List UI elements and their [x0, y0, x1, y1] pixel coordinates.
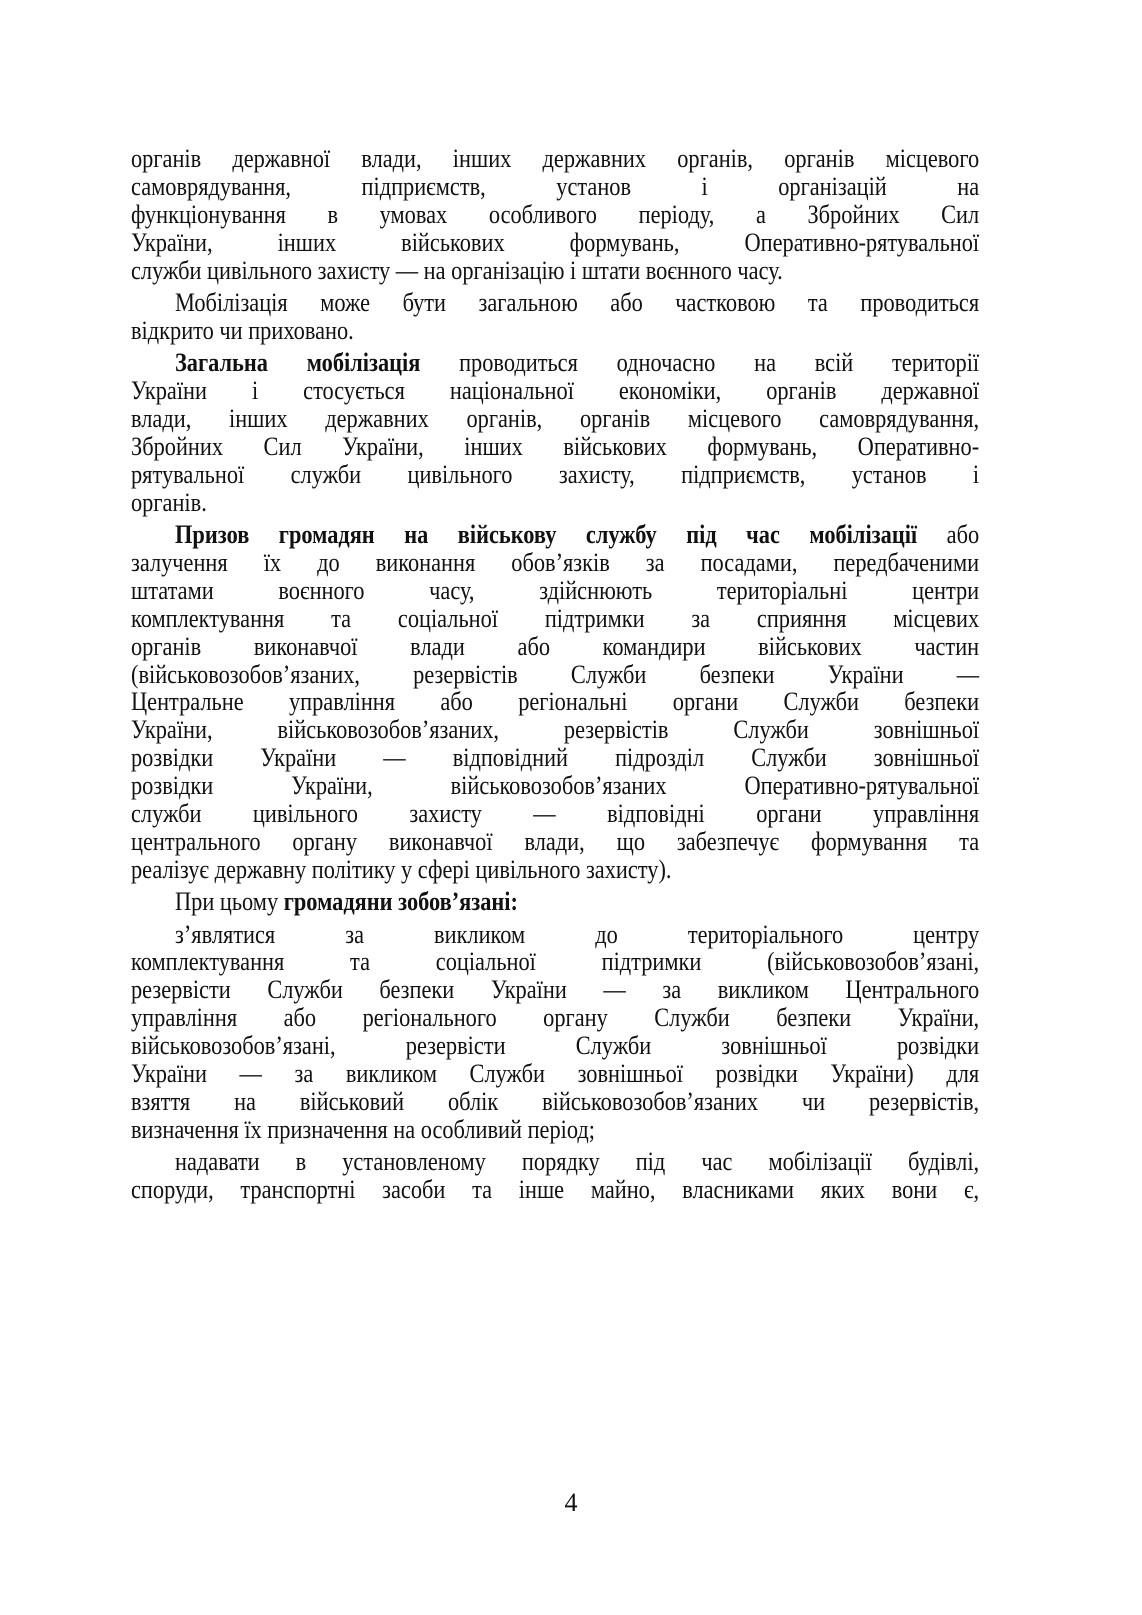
text-line: [131, 828, 979, 856]
line-text: [131, 976, 979, 1004]
line-text: [131, 577, 979, 605]
line-content: проводиться одночасно на всій території: [459, 348, 980, 378]
line-content: Мобілізація може бути загальною або частковою та проводиться: [175, 287, 980, 317]
text-line: [131, 1116, 979, 1144]
line-text: [131, 1004, 979, 1032]
line-content: військовозобов’язані, резервісти Служби зовнішньої розвідки: [131, 1031, 980, 1061]
line-text: [131, 145, 979, 173]
line-text: [131, 201, 979, 229]
line-text: [131, 229, 979, 257]
line-text: [131, 433, 979, 461]
text-line: [131, 349, 979, 377]
line-content: резервісти Служби безпеки України — за викликом Центрального: [131, 975, 980, 1005]
paragraph: [131, 145, 979, 284]
line-text: [131, 856, 979, 884]
line-text: [175, 1148, 979, 1176]
line-text: [175, 888, 979, 916]
text-line: [131, 772, 979, 800]
text-line: [131, 489, 979, 517]
text-line: [131, 948, 979, 976]
line-text: [131, 948, 979, 976]
body-text: [131, 145, 979, 1204]
line-text: [131, 661, 979, 689]
text-line: [131, 1004, 979, 1032]
text-line: [131, 289, 979, 317]
line-text: [131, 1060, 979, 1088]
line-content: України, військовозобов’язаних, резервістів Служби зовнішньої: [131, 715, 980, 745]
text-line: [131, 688, 979, 716]
line-content: служби цивільного захисту — відповідні органи управління: [131, 798, 980, 828]
bold-term: Загальна мобілізація: [175, 348, 421, 378]
line-text: [131, 1116, 979, 1144]
line-content: органів виконавчої влади або командири військових частин: [131, 631, 980, 661]
text-line: [131, 145, 979, 173]
paragraph: [131, 349, 979, 516]
line-text: [131, 405, 979, 433]
line-text: [131, 1032, 979, 1060]
line-text: [131, 716, 979, 744]
line-text: [175, 921, 979, 949]
line-text: [131, 688, 979, 716]
line-text: [131, 633, 979, 661]
text-line: [131, 577, 979, 605]
line-content: (військовозобов’язаних, резервістів Служби безпеки України —: [131, 659, 980, 689]
paragraph: [131, 289, 979, 345]
text-line: [131, 257, 979, 285]
line-content: Центральне управління або регіональні органи Служби безпеки: [131, 687, 980, 717]
text-line: [131, 1060, 979, 1088]
line-content: комплектування та соціальної підтримки за сприяння місцевих: [131, 603, 980, 633]
line-text: [131, 489, 979, 517]
line-text: [131, 549, 979, 577]
text-line: [131, 461, 979, 489]
line-text: [131, 828, 979, 856]
text-line: [131, 1176, 979, 1204]
paragraph: [131, 888, 979, 916]
line-text: [131, 173, 979, 201]
text-line: [131, 229, 979, 257]
line-content: рятувальної служби цивільного захисту, підприємств, установ і: [131, 459, 980, 489]
text-line: [131, 976, 979, 1004]
text-line: [131, 716, 979, 744]
bold-term: Призов громадян на військову службу під час мобілізації: [175, 520, 918, 550]
line-content: України і стосується національної економіки, органів державної: [131, 376, 980, 406]
bold-term: громадяни зобов’язані:: [283, 887, 518, 917]
line-content: реалізує державну політику у сфері цивільного захисту).: [131, 854, 672, 884]
text-line: [131, 433, 979, 461]
text-line: [131, 1088, 979, 1116]
text-line: [131, 800, 979, 828]
text-line: [131, 921, 979, 949]
line-text: [131, 744, 979, 772]
line-content: взяття на військовий облік військовозобов’язаних чи резервістів,: [131, 1086, 980, 1116]
line-content: розвідки України — відповідний підрозділ Служби зовнішньої: [131, 743, 980, 773]
text-line: [131, 744, 979, 772]
line-content: функціонування в умовах особливого періоду, а Збройних Сил: [131, 199, 980, 229]
text-line: [131, 173, 979, 201]
line-content: України — за викликом Служби зовнішньої розвідки України) для: [131, 1059, 980, 1088]
text-line: [131, 1148, 979, 1176]
line-content: служби цивільного захисту — на організацію і штати воєнного часу.: [131, 255, 783, 285]
text-line: [131, 405, 979, 433]
text-line: [131, 549, 979, 577]
line-text: [131, 1088, 979, 1116]
text-line: [131, 605, 979, 633]
line-text: [131, 461, 979, 489]
line-content: органів.: [131, 487, 207, 517]
line-content: надавати в установленому порядку під час мобілізації будівлі,: [175, 1147, 980, 1177]
text-line: [131, 856, 979, 884]
line-text: [131, 772, 979, 800]
line-content: споруди, транспортні засоби та інше майно, власниками яких вони є,: [131, 1175, 980, 1205]
text-line: [131, 377, 979, 405]
line-text: [131, 605, 979, 633]
line-text: [175, 349, 979, 377]
line-content: з’являтися за викликом до територіального центру: [175, 919, 980, 949]
line-content: розвідки України, військовозобов’язаних Оперативно-рятувальної: [131, 771, 980, 801]
page-number: 4: [564, 1488, 578, 1517]
line-content: визначення їх призначення на особливий період;: [131, 1114, 595, 1144]
paragraph: [131, 521, 979, 884]
line-content: органів державної влади, інших державних органів, органів місцевого: [131, 144, 980, 173]
paragraph: [131, 921, 979, 1144]
line-content: влади, інших державних органів, органів місцевого самоврядування,: [131, 404, 980, 434]
line-content: або: [946, 520, 980, 550]
line-content: комплектування та соціальної підтримки (військовозобов’язані,: [131, 947, 980, 977]
line-text: [175, 521, 979, 549]
line-text: [131, 257, 979, 285]
text-line: [131, 661, 979, 689]
line-content: Збройних Сил України, інших військових формувань, Оперативно-: [131, 431, 980, 461]
line-text: [131, 800, 979, 828]
lead-text: При цьому: [175, 887, 284, 917]
line-content: управління або регіонального органу Служби безпеки України,: [131, 1003, 980, 1033]
line-content: штатами воєнного часу, здійснюють територіальні центри: [131, 575, 980, 605]
line-content: України, інших військових формувань, Оперативно-рятувальної: [131, 227, 980, 257]
text-line: [131, 888, 979, 916]
line-content: центрального органу виконавчої влади, що забезпечує формування та: [131, 826, 980, 856]
text-line: [131, 1032, 979, 1060]
line-text: [131, 1176, 979, 1204]
text-line: [131, 521, 979, 549]
line-content: залучення їх до виконання обов’язків за посадами, передбаченими: [131, 547, 980, 577]
text-line: [131, 633, 979, 661]
text-line: [131, 317, 979, 345]
paragraph: [131, 1148, 979, 1204]
line-content: самоврядування, підприємств, установ і організацій на: [131, 171, 980, 201]
line-content: відкрито чи приховано.: [131, 315, 354, 345]
text-line: [131, 201, 979, 229]
line-text: [175, 289, 979, 317]
line-text: [131, 377, 979, 405]
line-text: [131, 317, 979, 345]
